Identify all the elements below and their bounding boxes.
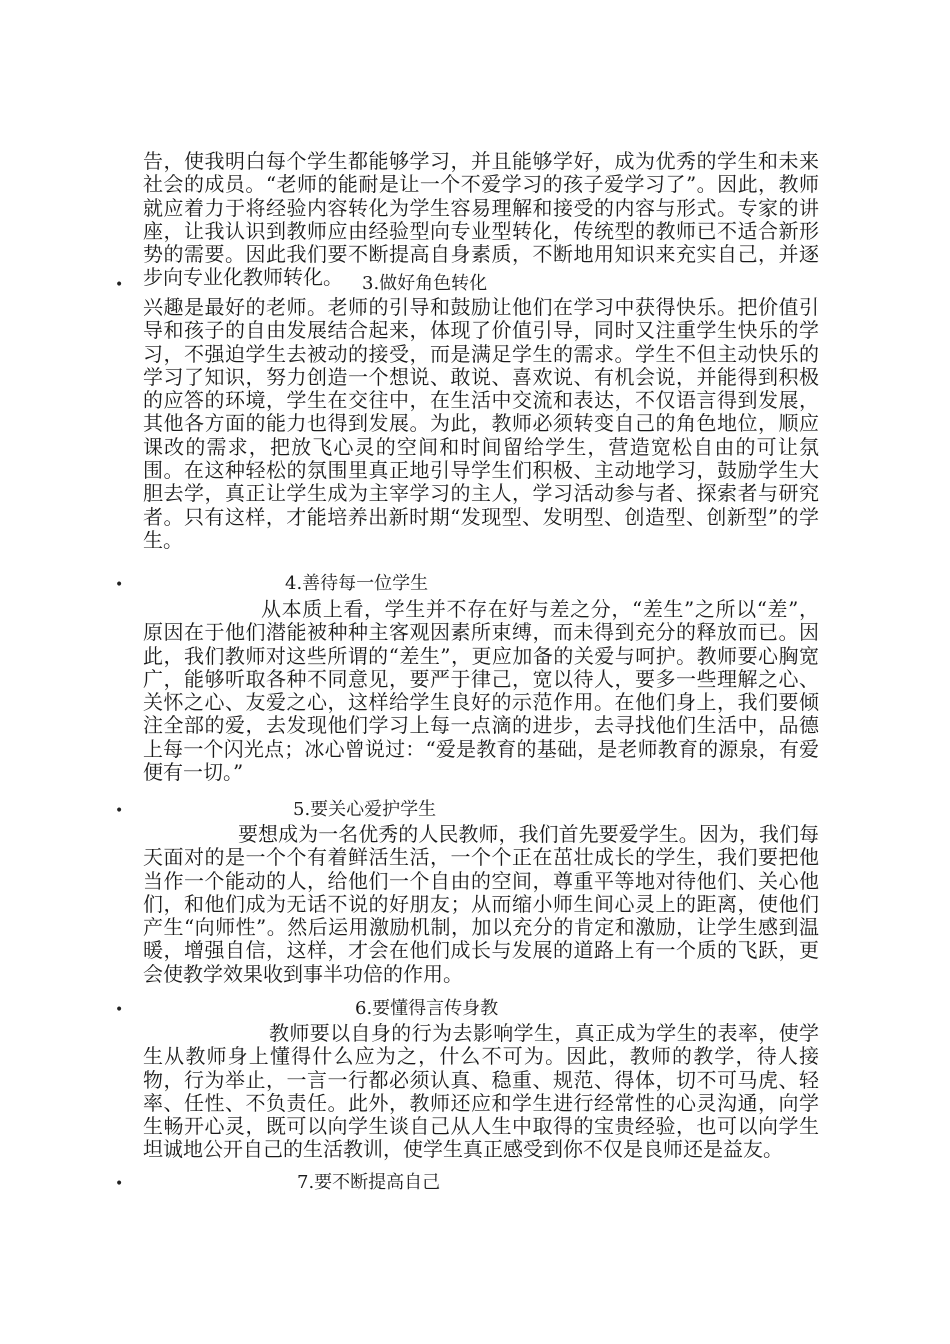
intro-paragraph: 告，使我明白每个学生都能够学习，并且能够学好，成为优秀的学生和未来社会的成员。“老师的能耐是让一个不爱学习的孩子爱学习了”。因此，教师就应着力于将经验内容转化为学生容易理解和接受的内容与形式。专家的讲座，让我认识到教师应由经验型向专业型转化，传统型的教师已不适合新形势的需要。因此我们要不断提高自身素质，不断地用知识来充实自己，并逐步向专业化教师转化。 [143, 149, 819, 290]
bullet-icon: • [115, 577, 124, 593]
bullet-icon: • [115, 1002, 124, 1018]
section-5-body: 要想成为一名优秀的人民教师，我们首先要爱学生。因为，我们每天面对的是一个个有着鲜活生活，一个个正在茁壮成长的学生，我们要把他当作一个能动的人，给他们一个自由的空间，尊重平等地对待他们、关心他们，和他们成为无话不说的好朋友；从而缩小师生间心灵上的距离，使他们产生“向师性”。然后运用激励机制，加以充分的肯定和激励，让学生感到温暖，增强自信，这样，才会在他们成长与发展的道路上有一个质的飞跃，更会使教学效果收到事半功倍的作用。 [143, 822, 819, 986]
bullet-icon: • [115, 803, 124, 819]
section-3-body: 兴趣是最好的老师。老师的引导和鼓励让他们在学习中获得快乐。把价值引导和孩子的自由发展结合起来，体现了价值引导，同时又注重学生快乐的学习，不强迫学生去被动的接受，而是满足学生的需求。学生不但主动快乐的学习了知识，努力创造一个想说、敢说、喜欢说、有机会说，并能得到积极的应答的环境，学生在交往中，在生活中交流和表达，不仅语言得到发展，其他各方面的能力也得到发展。为此，教师必须转变自己的角色地位，顺应课改的需求，把放飞心灵的空间和时间留给学生，营造宽松自由的可让氛围。在这种轻松的氛围里真正地引导学生们积极、主动地学习，鼓励学生大胆去学，真正让学生成为主宰学习的主人，学习活动参与者、探索者与研究者。只有这样，才能培养出新时期“发现型、发明型、创造型、创新型”的学生。 [143, 295, 819, 552]
section-4-heading: 4.善待每一位学生 [285, 573, 429, 594]
section-6-heading-row [0, 998, 950, 1022]
section-3-heading-row [0, 273, 950, 297]
bullet-icon: • [115, 277, 124, 293]
section-6-body: 教师要以自身的行为去影响学生，真正成为学生的表率，使学生从教师身上懂得什么应为之，什么不可为。因此，教师的教学，待人接物，行为举止，一言一行都必须认真、稳重、规范、得体，切不可马虎、轻率、任性、不负责任。此外，教师还应和学生进行经常性的心灵沟通，向学生畅开心灵，既可以向学生谈自己从人生中取得的宝贵经验，也可以向学生坦诚地公开自己的生活教训，使学生真正感受到你不仅是良师还是益友。 [143, 1021, 819, 1162]
section-4-heading-row [0, 573, 950, 597]
section-6-heading: 6.要懂得言传身教 [355, 998, 499, 1019]
section-7-heading: 7.要不断提高自己 [297, 1172, 441, 1193]
section-5-heading: 5.要关心爱护学生 [293, 799, 437, 820]
section-7-heading-row [0, 1172, 950, 1196]
section-5-heading-row [0, 799, 950, 823]
section-4-body: 从本质上看，学生并不存在好与差之分，“差生”之所以“差”，原因在于他们潜能被种种主客观因素所束缚，而未得到充分的释放而已。因此，我们教师对这些所谓的“差生”，更应加备的关爱与呵护。教师要心胸宽广，能够听取各种不同意见，要严于律己，宽以待人，要多一些理解之心、关怀之心、友爱之心，这样给学生良好的示范作用。在他们身上，我们要倾注全部的爱，去发现他们学习上每一点滴的进步，去寻找他们生活中，品德上每一个闪光点；冰心曾说过：“爱是教育的基础，是老师教育的源泉，有爱便有一切。” [143, 597, 819, 785]
section-3-heading: 3.做好角色转化 [362, 273, 488, 294]
bullet-icon: • [115, 1176, 124, 1192]
